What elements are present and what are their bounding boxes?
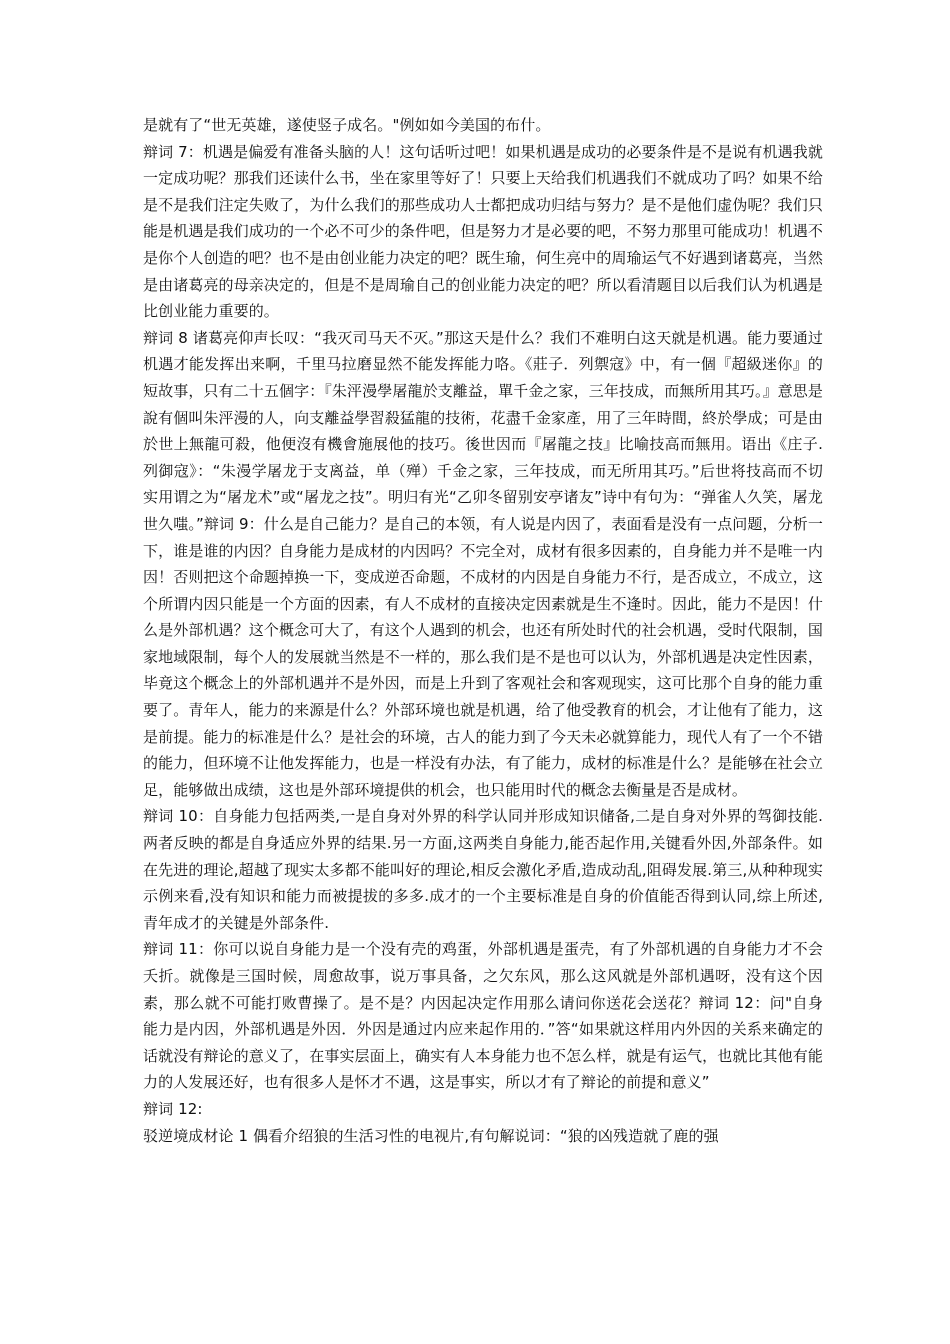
paragraph-debate-7: 辩词 7：机遇是偏爱有准备头脑的人！这句话听过吧！如果机遇是成功的必要条件是不是说有机遇我就一定成功呢？那我们还读什么书，坐在家里等好了！只要上天给我们机遇我们不就成功了吗？如果不给是不是我们注定失败了，为什么我们的那些成功人士都把成功归结与努力？是不是他们虚伪呢？我们只能是机遇是我们成功的一个必不可少的条件吧，但是努力才是必要的吧，不努力那里可能成功！机遇不是你个人创造的吧？也不是由创业能力决定的吧？既生瑜，何生亮中的周瑜运气不好遇到诸葛亮，当然是由诸葛亮的母亲决定的，但是不是周瑜自己的创业能力决定的吧？所以看清题目以后我们认为机遇是比创业能力重要的。	[143, 142, 823, 321]
paragraph-debate-11-12: 辩词 11：你可以说自身能力是一个没有壳的鸡蛋，外部机遇是蛋壳，有了外部机遇的自身能力才不会夭折。就像是三国时候，周愈故事，说万事具备，之欠东风，那么这风就是外部机遇呀，没有这个因素，那么就不可能打败曹操了。是不是？内因起决定作用那么请问你送花会送花？辩词 12：问"自身能力是内因，外部机遇是外因．外因是通过内应来起作用的．”答“如果就这样用内外因的关系来确定的话就没有辩论的意义了，在事实层面上，确实有人本身能力也不怎么样，就是有运气，也就比其他有能力的人发展还好，也有很多人是怀才不遇，这是事实，所以才有了辩论的前提和意义”	[143, 940, 823, 1092]
paragraph-debate-10: 辩词 10：自身能力包括两类,一是自身对外界的科学认同并形成知识储备,二是自身对外界的驾御技能.两者反映的都是自身适应外界的结果.另一方面,这两类自身能力,能否起作用,关键看外因,外部条件。如在先进的理论,超越了现实太多都不能叫好的理论,相反会激化矛盾,造成动乱,阻碍发展.第三,从种种现实示例来看,没有知识和能力而被提拔的多多.成才的一个主要标准是自身的价值能否得到认同,综上所述,青年成才的关键是外部条件.	[143, 807, 823, 932]
paragraph-debate-8-9: 辩词 8 诸葛亮仰声长叹：“我灭司马天不灭。”那这天是什么？我们不难明白这天就是机遇。能力要通过机遇才能发挥出来啊，千里马拉磨显然不能发挥能力咯。《莊子．列禦寇》中，有一個『超級迷你』的短故事，只有二十五個字：『朱泙漫學屠龍於支離益，單千金之家，三年技成，而無所用其巧。』意思是說有個叫朱泙漫的人，向支離益學習殺猛龍的技術，花盡千金家產，用了三年時間，終於學成；可是由於世上無龍可殺，他便沒有機會施展他的技巧。後世因而『屠龍之技』比喻技高而無用。语出《庄子.列御寇》：“朱漫学屠龙于支离益，单（殚）千金之家，三年技成，而无所用其巧。”后世将技高而不切实用谓之为“屠龙术”或“屠龙之技”。明归有光“乙卯冬留别安亭诸友”诗中有句为：“弹雀人久笑，屠龙世久嗤。”辩词 9：什么是自己能力？是自己的本领，有人说是内因了，表面看是没有一点问题，分析一下，谁是谁的内因？自身能力是成材的内因吗？不完全对，成材有很多因素的，自身能力并不是唯一内因！否则把这个命题掉换一下，变成逆否命题，不成材的内因是自身能力不行，是否成立，不成立，这个所谓内因只能是一个方面的因素，有人不成材的直接决定因素就是生不逢时。因此，能力不是因！什么是外部机遇？这个概念可大了，有这个人遇到的机会，也还有所处时代的社会机遇，受时代限制，国家地域限制，每个人的发展就当然是不一样的，那么我们是不是也可以认为，外部机遇是决定性因素，毕竟这个概念上的外部机遇并不是外因，而是上升到了客观社会和客观现实，这可比那个自身的能力重要了。青年人，能力的来源是什么？外部环境也就是机遇，给了他受教育的机会，才让他有了能力，这是前提。能力的标准是什么？是社会的环境，古人的能力到了今天未必就算能力，现代人有了一个不错的能力，但环境不让他发挥能力，也是一样没有办法，有了能力，成材的标准是什么？是能够在社会立足，能够做出成绩，这也是外部环境提供的机会，也只能用时代的概念去衡量是否是成材。	[143, 328, 823, 799]
paragraph-intro: 是就有了“世无英雄，遂使竖子成名。"例如如今美国的布什。	[143, 116, 551, 134]
paragraph-debate-12-heading: 辩词 12:	[143, 1099, 203, 1118]
document-body	[143, 112, 823, 1149]
paragraph-adversity-rebuttal: 驳逆境成材论 1 偶看介绍狼的生活习性的电视片,有句解说词：“狼的凶残造就了鹿的强	[143, 1126, 719, 1145]
